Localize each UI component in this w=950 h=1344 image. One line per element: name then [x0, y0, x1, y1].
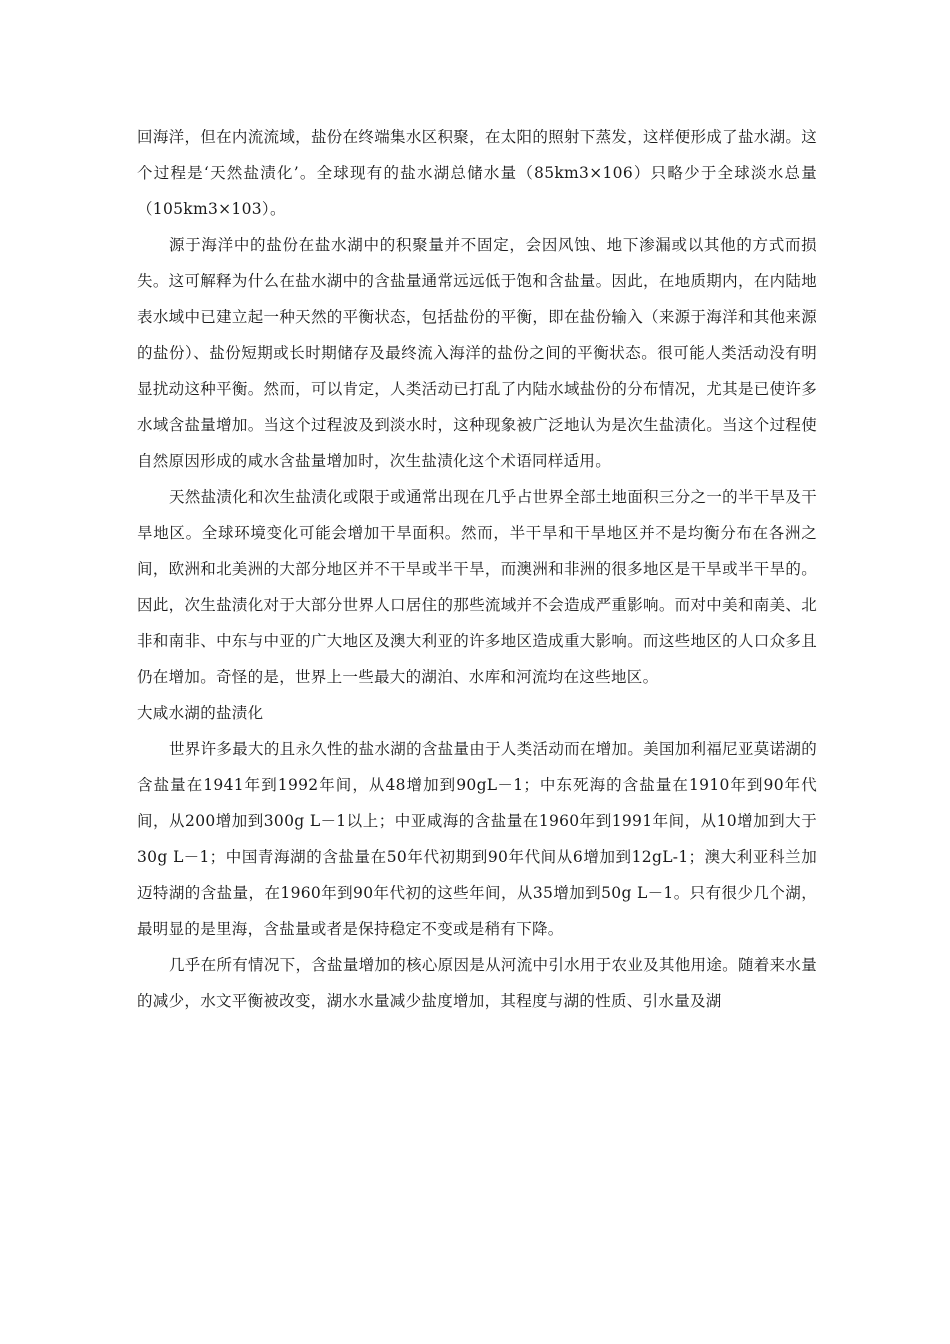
- paragraph-arid-regions: 天然盐渍化和次生盐渍化或限于或通常出现在几乎占世界全部土地面积三分之一的半干旱及干旱地区。全球环境变化可能会增加干旱面积。然而，半干旱和干旱地区并不是均衡分布在各洲之间，欧洲和北美洲的大部分地区并不干旱或半干旱，而澳洲和非洲的很多地区是干旱或半干旱的。因此，次生盐渍化对于大部分世界人口居住的那些流域并不会造成严重影响。而对中美和南美、北非和南非、中东与中亚的广大地区及澳大利亚的许多地区造成重大影响。而这些地区的人口众多且仍在增加。奇怪的是，世界上一些最大的湖泊、水库和河流均在这些地区。: [137, 488, 817, 686]
- paragraph-diversion-cause: 几乎在所有情况下，含盐量增加的核心原因是从河流中引水用于农业及其他用途。随着来水量的减少，水文平衡被改变，湖水水量减少盐度增加，其程度与湖的性质、引水量及湖: [137, 956, 817, 1010]
- paragraph-lake-salinity: 世界许多最大的且永久性的盐水湖的含盐量由于人类活动而在增加。美国加利福尼亚莫诺湖的含盐量在1941年到1992年间，从48增加到90gL－1；中东死海的含盐量在1910年到90年代间，从200增加到300g L－1以上；中亚咸海的含盐量在1960年到1991年间，从10增加到大于30g L－1；中国青海湖的含盐量在50年代初期到90年代间从6增加到12gL-1；澳大利亚科兰加迈特湖的含盐量，在1960年到90年代初的这些年间，从35增加到50g L－1。只有很少几个湖，最明显的是里海，含盐量或者是保持稳定不变或是稍有下降。: [137, 740, 817, 938]
- paragraph-salt-balance: 源于海洋中的盐份在盐水湖中的积聚量并不固定，会因风蚀、地下渗漏或以其他的方式而损失。这可解释为什么在盐水湖中的含盐量通常远远低于饱和含盐量。因此，在地质期内，在内陆地表水域中已建立起一种天然的平衡状态，包括盐份的平衡，即在盐份输入（来源于海洋和其他来源的盐份）、盐份短期或长时期储存及最终流入海洋的盐份之间的平衡状态。很可能人类活动没有明显扰动这种平衡。然而，可以肯定，人类活动已打乱了内陆水域盐份的分布情况，尤其是已使许多水域含盐量增加。当这个过程波及到淡水时，这种现象被广泛地认为是次生盐渍化。当这个过程使自然原因形成的咸水含盐量增加时，次生盐渍化这个术语同样适用。: [137, 236, 817, 470]
- section-heading: 大咸水湖的盐渍化: [137, 704, 264, 722]
- document-body: [137, 119, 817, 1019]
- paragraph-continuation: 回海洋，但在内流流域，盐份在终端集水区积聚，在太阳的照射下蒸发，这样便形成了盐水湖。这个过程是‘天然盐渍化’。全球现有的盐水湖总储水量（85km3×106）只略少于全球淡水总量（105km3×103）。: [137, 128, 817, 218]
